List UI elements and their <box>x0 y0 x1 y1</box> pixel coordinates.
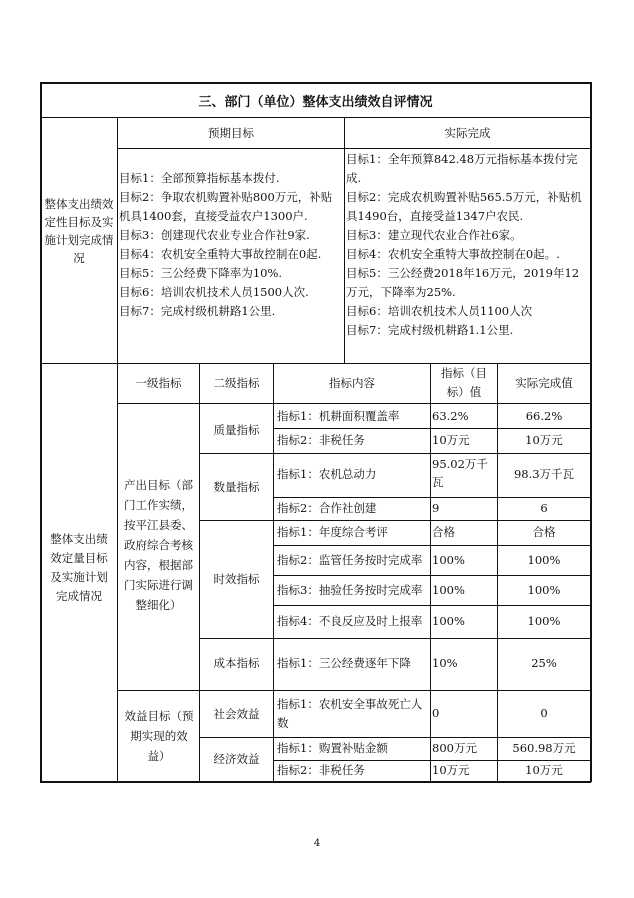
col-expected-header: 预期目标 <box>208 126 254 140</box>
indicator-content: 指标1：农机安全事故死亡人数 <box>277 697 423 730</box>
indicator-content: 指标1：农机总动力 <box>277 467 377 481</box>
indicator-target: 100% <box>432 614 465 628</box>
category-economic: 经济效益 <box>213 752 260 766</box>
expected-goal: 目标7：完成村级机耕路1公里. <box>119 304 276 318</box>
indicator-actual: 0 <box>540 706 548 720</box>
indicator-content: 指标1：机耕面积覆盖率 <box>277 409 400 423</box>
actual-result: 目标3：建立现代农业合作社6家。 <box>346 228 522 242</box>
actual-result: 目标2：完成农机购置补贴565.5万元，补贴机具1490台，直接受益1347户农民. <box>346 190 582 223</box>
expected-goal: 目标1：全部预算指标基本拨付. <box>119 171 280 185</box>
indicator-target: 10% <box>432 656 458 670</box>
category-quality: 质量指标 <box>213 423 260 437</box>
section-title: 三、部门（单位）整体支出绩效自评情况 <box>198 95 433 110</box>
category-social: 社会效益 <box>213 707 260 721</box>
indicator-actual: 10万元 <box>525 763 563 777</box>
expected-goal: 目标6：培训农机技术人员1500人次. <box>119 285 309 299</box>
indicator-target: 63.2% <box>432 409 469 423</box>
indicator-actual: 25% <box>531 656 557 670</box>
indicator-target: 合格 <box>432 525 455 539</box>
expected-goal: 目标2：争取农机购置补贴800万元，补贴机具1400套，直接受益农户1300户. <box>119 190 333 223</box>
indicator-content: 指标4：不良反应及时上报率 <box>277 614 423 628</box>
page-number: 4 <box>313 838 321 849</box>
actual-result: 目标1：全年预算842.48万元指标基本拨付完成. <box>346 152 578 185</box>
indicator-content: 指标2：非税任务 <box>277 763 365 777</box>
header-actual: 实际完成值 <box>515 376 573 390</box>
indicator-target: 800万元 <box>432 741 477 755</box>
indicator-target: 95.02万千瓦 <box>432 457 488 489</box>
category-timeliness: 时效指标 <box>213 572 260 586</box>
header-level1: 一级指标 <box>135 376 182 390</box>
category-cost: 成本指标 <box>213 656 260 670</box>
indicator-target: 9 <box>432 501 440 515</box>
indicator-target: 100% <box>432 583 465 597</box>
indicator-actual: 6 <box>540 501 548 515</box>
expected-goal: 目标3：创建现代农业专业合作社9家. <box>119 228 310 242</box>
output-target-label: 产出目标（部门工作实绩，按平江县委、政府综合考核内容，根据部门实际进行调整细化） <box>124 478 193 612</box>
quantitative-row-label: 整体支出绩效定量目标及实施计划完成情况 <box>50 532 108 603</box>
header-level2: 二级指标 <box>213 376 260 390</box>
actual-result: 目标6：培训农机技术人员1100人次 <box>346 304 533 318</box>
col-actual-header: 实际完成 <box>444 126 491 140</box>
indicator-actual: 100% <box>527 583 561 597</box>
indicator-target: 100% <box>432 553 465 567</box>
benefit-target-label: 效益目标（预期实现的效益） <box>124 709 194 763</box>
expected-goal: 目标4：农机安全重特大事故控制在0起. <box>119 247 322 261</box>
expected-goals-list <box>119 169 341 321</box>
indicator-content: 指标2：合作社创建 <box>277 501 377 515</box>
actual-result: 目标5：三公经费2018年16万元，2019年12万元，下降率为25%. <box>346 266 580 299</box>
indicator-actual: 10万元 <box>525 433 563 447</box>
indicator-actual: 66.2% <box>525 409 563 423</box>
indicator-target: 10万元 <box>432 763 470 777</box>
qualitative-row-label: 整体支出绩效定性目标及实施计划完成情况 <box>44 197 114 265</box>
indicator-actual: 560.98万元 <box>512 741 576 755</box>
header-content: 指标内容 <box>329 376 375 390</box>
category-quantity: 数量指标 <box>213 480 260 494</box>
indicator-content: 指标1：年度综合考评 <box>277 525 388 539</box>
indicator-content: 指标3：抽验任务按时完成率 <box>277 583 423 597</box>
indicator-actual: 合格 <box>532 525 556 539</box>
expected-goal: 目标5：三公经费下降率为10%. <box>119 266 283 280</box>
indicator-content: 指标2：监管任务按时完成率 <box>277 553 423 567</box>
indicator-actual: 100% <box>527 553 561 567</box>
indicator-actual: 100% <box>527 614 561 628</box>
indicator-content: 指标1：购置补贴金额 <box>277 741 388 755</box>
actual-results-list <box>346 150 588 340</box>
actual-result: 目标7：完成村级机耕路1.1公里. <box>346 323 514 337</box>
indicator-actual: 98.3万千瓦 <box>513 467 575 481</box>
header-target: 指标（目标）值 <box>441 366 487 399</box>
indicator-content: 指标1：三公经费逐年下降 <box>277 656 411 670</box>
indicator-content: 指标2：非税任务 <box>277 433 365 447</box>
indicator-target: 10万元 <box>432 433 470 447</box>
actual-result: 目标4：农机安全重特大事故控制在0起。. <box>346 247 560 261</box>
indicator-target: 0 <box>432 706 440 720</box>
